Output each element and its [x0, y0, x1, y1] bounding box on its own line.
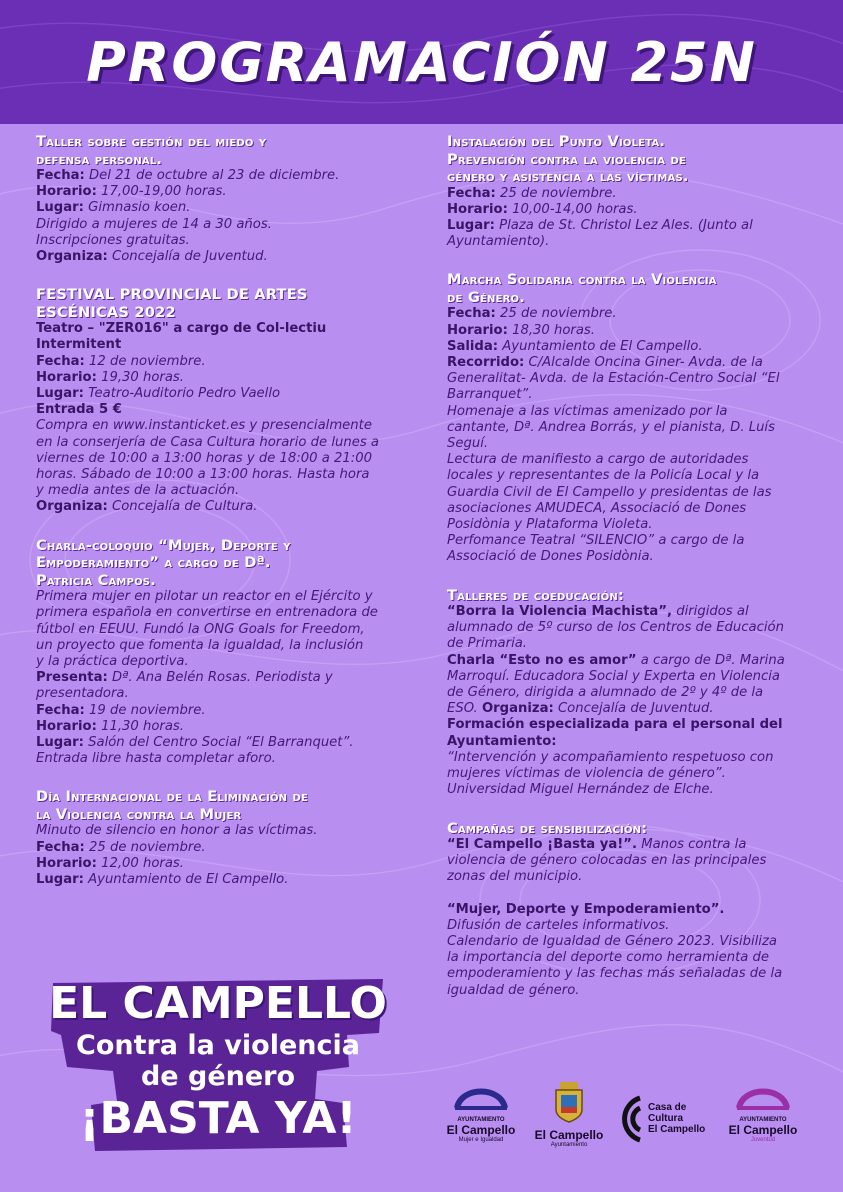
event-title: Empoderamiento” a cargo de Dª. [36, 554, 271, 572]
workshop-desc: Marroquí. Educadora Social y Experta en Violencia [447, 668, 780, 684]
performance-text: Associació de Dones Posidònia. [447, 549, 654, 565]
lectura-text: asociaciones AMUDECA, Associació de Dones [447, 500, 747, 516]
lugar-value: Ayuntamiento de El Campello. [88, 872, 289, 887]
lugar-label: Lugar: [36, 200, 84, 216]
logo-name: El Campello [728, 1123, 798, 1137]
salida-value: Ayuntamiento de El Campello. [502, 338, 703, 354]
horario-value: 18,30 horas. [512, 322, 595, 338]
campaign-desc: Manos contra la [641, 837, 747, 852]
event-title: Instalación del Punto Violeta. [447, 133, 666, 150]
organiza-label: Organiza: [36, 249, 108, 265]
header-banner [0, 0, 843, 124]
fecha-value: Del 21 de octubre al 23 de diciembre. [89, 168, 340, 183]
campaign-desc: Calendario de Igualdad de Género 2023. Visibiliza [447, 934, 777, 950]
campaign-name: “El Campello ¡Basta ya!”. [447, 837, 637, 852]
fecha-label: Fecha: [36, 702, 85, 718]
event-title: Talleres de coeducación: [447, 586, 625, 604]
workshop-desc: de Primaria. [447, 636, 528, 652]
event-festival [36, 286, 398, 515]
speaker-bio: un proyecto que fomenta la igualdad, la inclusión [36, 637, 364, 653]
fecha-label: Fecha: [36, 168, 85, 183]
logo-text: Casa de [648, 1102, 687, 1113]
event-dia-internacional [36, 788, 398, 888]
lugar-label: Lugar: [36, 872, 84, 887]
event-title: ESCÉNICAS 2022 [36, 303, 176, 321]
homenaje-text: cantante, Dª. Andrea Borrás, y el pianista, D. Luís [447, 419, 775, 435]
purchase-info: horas. Sábado de 10:00 a 13:00 horas. Hasta hora [36, 467, 370, 483]
organiza-value: Concejalía de Juventud. [112, 249, 268, 265]
training-desc: mujeres víctimas de violencia de género”. [447, 766, 726, 782]
event-description: Minuto de silencio en honor a las víctimas. [36, 823, 318, 839]
horario-value: 17,00-19,00 horas. [101, 184, 227, 200]
speaker-bio: y la práctica deportiva. [36, 653, 189, 669]
ticket-price: Entrada 5 € [36, 402, 122, 418]
logo-small-text: AYUNTAMIENTO [739, 1117, 787, 1123]
event-title: Prevención contra la violencia de [447, 150, 687, 168]
event-title: la Violencia contra la Mujer [36, 805, 242, 823]
horario-value: 11,30 horas. [101, 718, 184, 734]
purchase-info: en la conserjería de Casa Cultura horario de lunes a [36, 434, 379, 450]
workshop-desc: ESO. [447, 701, 478, 717]
dome-icon [451, 1080, 511, 1112]
logo-sub: Juventud [750, 1137, 776, 1143]
recorrido-value: C/Alcalde Oncina Giner- Avda. de la [528, 354, 763, 370]
event-title: Día Internacional de la Eliminación de [36, 788, 309, 806]
logo-mujer-igualdad [440, 1080, 522, 1144]
presenta-label: Presenta: [36, 670, 108, 686]
lugar-value: Salón del Centro Social “El Barranquet”. [88, 734, 354, 750]
campaign-desc: la importancia del deporte como herramienta de [447, 950, 769, 966]
purchase-info: Compra en www.instanticket.es y presencialmente [36, 418, 372, 434]
event-title: Marcha Solidaria contra la Violencia [447, 271, 717, 289]
event-title: género y asistencia a las víctimas. [447, 168, 689, 185]
workshop-desc: alumnado de 5º curso de los Centros de Educación [447, 620, 784, 636]
recorrido-value: Generalitat- Avda. de la Estación-Centro Social “El [447, 371, 780, 387]
recorrido-value: Barranquet”. [447, 387, 533, 403]
campaign-badge [47, 978, 389, 1146]
page-title: PROGRAMACIÓN 25N [86, 30, 757, 94]
event-talleres [447, 587, 802, 799]
organiza-label: Organiza: [36, 499, 108, 515]
lugar-value: Ayuntamiento). [447, 234, 550, 250]
lugar-label: Lugar: [36, 734, 84, 750]
event-title: Charla-coloquio “Mujer, Deporte y [36, 536, 291, 554]
event-title: Campañas de sensibilización: [447, 819, 648, 837]
campaign-desc: zonas del municipio. [447, 869, 583, 885]
fecha-value: 12 de noviembre. [89, 353, 206, 369]
purchase-info: viernes de 10:00 a 13:00 horas y de 18:00 a 21:00 [36, 450, 373, 466]
salida-label: Salida: [447, 338, 499, 354]
lugar-value: Gimnasio koen. [88, 200, 191, 216]
fecha-label: Fecha: [447, 306, 496, 322]
campaign-desc: empoderamiento y las fechas más señaladas de la [447, 966, 783, 982]
lectura-text: locales y representantes de la Policía Local y la [447, 468, 760, 484]
performance-text: Perfomance Teatral “SILENCIO” a cargo de la [447, 533, 745, 549]
entry-info: Entrada libre hasta completar aforo. [36, 751, 276, 767]
sponsor-logos [440, 1080, 810, 1160]
left-column [36, 133, 398, 909]
homenaje-text: Seguí. [447, 435, 489, 451]
event-campanas [447, 820, 802, 999]
fecha-value: 19 de noviembre. [89, 702, 206, 718]
logo-name: El Campello [534, 1128, 604, 1142]
horario-value: 19,30 horas. [101, 369, 184, 385]
horario-value: 12,00 horas. [101, 855, 184, 871]
organiza-value: Concejalía de Juventud. [557, 701, 714, 717]
horario-label: Horario: [36, 184, 97, 200]
logo-text: El Campello [648, 1124, 706, 1135]
right-column [447, 133, 802, 1020]
event-title: de Género. [447, 288, 525, 306]
logo-sub: Ayuntamiento [550, 1142, 588, 1148]
logo-ayuntamiento [528, 1080, 610, 1149]
horario-label: Horario: [447, 201, 508, 217]
cultura-icon [614, 1094, 644, 1144]
horario-label: Horario: [36, 718, 97, 734]
logo-text: Cultura [648, 1113, 683, 1124]
play-title: Intermitent [36, 337, 122, 353]
logo-small-text: AYUNTAMIENTO [457, 1117, 505, 1123]
horario-label: Horario: [447, 322, 508, 338]
dome-icon [733, 1080, 793, 1112]
purchase-info: y media antes de la actuación. [36, 483, 240, 499]
fecha-value: 25 de noviembre. [500, 306, 617, 322]
workshop-desc: a cargo de Dª. Marina [640, 652, 785, 668]
presenta-value: Dª. Ana Belén Rosas. Periodista y [111, 670, 333, 686]
badge-line: de género [140, 1061, 296, 1092]
lectura-text: Posidònia y Plataforma Violeta. [447, 516, 653, 532]
fecha-value: 25 de noviembre. [500, 185, 617, 201]
event-charla [36, 537, 398, 768]
audience-text: Dirigido a mujeres de 14 a 30 años. [36, 216, 272, 232]
campaign-desc: Difusión de carteles informativos. [447, 917, 670, 933]
logo-name: El Campello [446, 1123, 516, 1137]
event-title: Patricia Campos. [36, 571, 156, 589]
event-title: Taller sobre gestión del miedo y [36, 133, 267, 150]
presenta-value: presentadora. [36, 686, 129, 702]
fecha-label: Fecha: [36, 839, 85, 855]
lectura-text: Guardia Civil de El Campello y presidentas de las [447, 484, 772, 500]
campaign-desc: igualdad de género. [447, 982, 580, 998]
fecha-value: 25 de noviembre. [89, 839, 206, 855]
horario-label: Horario: [36, 369, 97, 385]
lectura-text: Lectura de manifiesto a cargo de autoridades [447, 452, 749, 468]
homenaje-text: Homenaje a las víctimas amenizado por la [447, 403, 728, 419]
event-marcha [447, 271, 802, 565]
campaign-desc: violencia de género colocadas en las principales [447, 853, 767, 869]
badge-line: ¡BASTA YA! [79, 1093, 357, 1144]
speaker-bio: fútbol en EEUU. Fundó la ONG Goals for Freedom, [36, 621, 365, 637]
horario-label: Horario: [36, 855, 97, 871]
workshop-name: “Borra la Violencia Machista”, [447, 604, 672, 620]
speaker-bio: Primera mujer en pilotar un reactor en el Ejército y [36, 589, 373, 605]
badge-line: EL CAMPELLO [49, 978, 387, 1029]
training-desc: Universidad Miguel Hernández de Elche. [447, 782, 714, 798]
registration-text: Inscripciones gratuitas. [36, 232, 190, 248]
lugar-label: Lugar: [36, 386, 84, 402]
fecha-label: Fecha: [36, 353, 85, 369]
organiza-value: Concejalía de Cultura. [112, 499, 258, 515]
play-title: Teatro – "ZER016" a cargo de Col-lectiu [36, 321, 327, 337]
workshop-desc: dirigidos al [676, 604, 749, 620]
speaker-bio: primera española en convertirse en entrenadora de [36, 605, 378, 621]
organiza-label: Organiza: [481, 701, 554, 717]
campaign-name: “Mujer, Deporte y Empoderamiento”. [447, 901, 725, 917]
logo-juventud [722, 1080, 804, 1144]
horario-value: 10,00-14,00 horas. [512, 201, 638, 217]
event-instalacion [447, 133, 802, 250]
training-title: Ayuntamiento: [447, 733, 557, 749]
lugar-value: Teatro-Auditorio Pedro Vaello [88, 386, 281, 402]
training-title: Formación especializada para el personal del [447, 717, 783, 733]
workshop-desc: de Género, dirigida a alumnado de 2º y 4º de la [447, 685, 764, 701]
event-title: defensa personal. [36, 150, 163, 168]
lugar-value: Plaza de St. Christol Lez Ales. (Junto al [499, 217, 753, 233]
lugar-label: Lugar: [447, 217, 495, 233]
recorrido-label: Recorrido: [447, 354, 525, 370]
event-title: FESTIVAL PROVINCIAL DE ARTES [36, 286, 308, 304]
coat-of-arms-icon [552, 1080, 586, 1124]
training-desc: “Intervención y acompañamiento respetuoso con [447, 749, 774, 765]
fecha-label: Fecha: [447, 185, 496, 201]
badge-line: Contra la violencia [76, 1030, 360, 1061]
workshop-name: Charla “Esto no es amor” [447, 652, 637, 668]
event-taller [36, 133, 398, 265]
logo-sub: Mujer e Igualdad [458, 1137, 504, 1143]
